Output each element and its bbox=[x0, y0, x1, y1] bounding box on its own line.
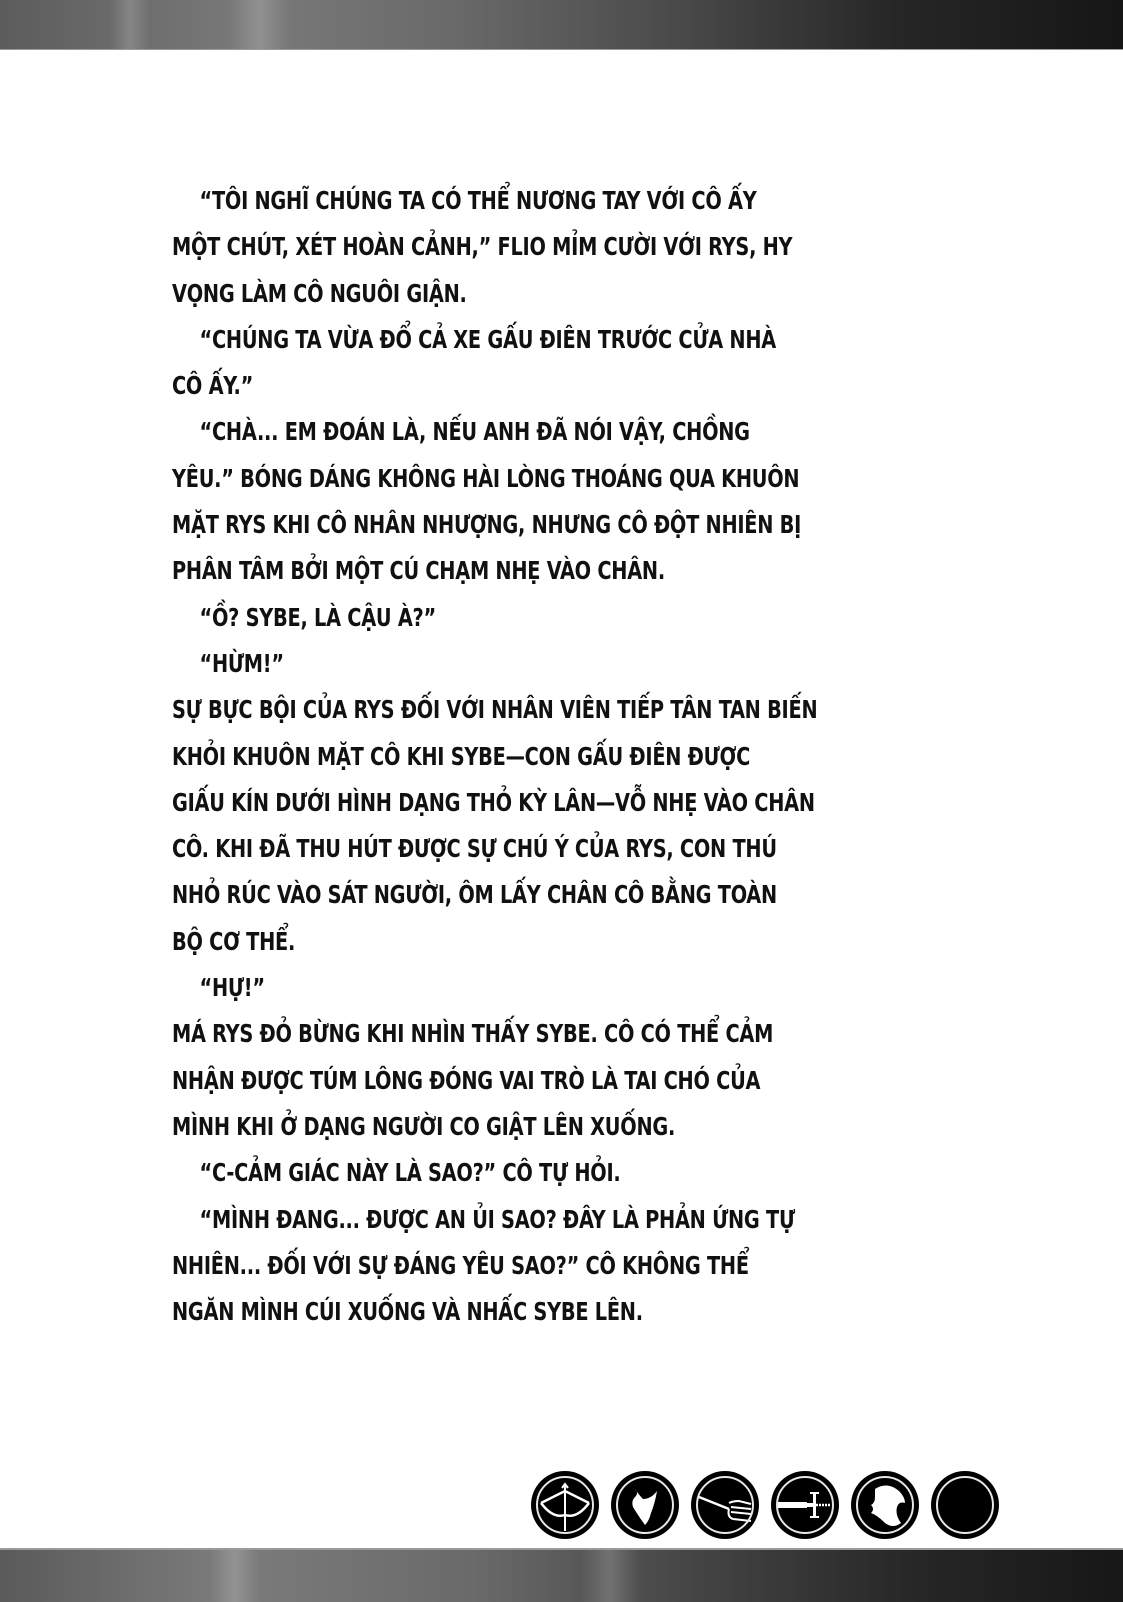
text-line: MỘT CHÚT, XÉT HOÀN CẢNH,” FLIO MỈM CƯỜI VỚI RYS, HY bbox=[172, 232, 793, 262]
top-decorative-band bbox=[0, 0, 1123, 50]
page-text bbox=[172, 178, 972, 1335]
blank-emblem-icon bbox=[933, 1473, 997, 1537]
text-line: VỌNG LÀM CÔ NGUÔI GIẬN. bbox=[172, 278, 467, 308]
text-line: “MÌNH ĐANG... ĐƯỢC AN ỦI SAO? ĐÂY LÀ PHẢN ỨNG TỰ bbox=[199, 1204, 795, 1234]
text-line: PHÂN TÂM BỞI MỘT CÚ CHẠM NHẸ VÀO CHÂN. bbox=[172, 556, 665, 586]
text-line: “HỰ!” bbox=[199, 973, 265, 1003]
text-line: SỰ BỰC BỘI CỦA RYS ĐỐI VỚI NHÂN VIÊN TIẾP TÂN TAN BIẾN bbox=[172, 695, 818, 725]
bow-icon bbox=[533, 1473, 597, 1537]
text-line: KHỎI KHUÔN MẶT CÔ KHI SYBE—CON GẤU ĐIÊN ĐƯỢC bbox=[172, 741, 751, 771]
text-line: CÔ. KHI ĐÃ THU HÚT ĐƯỢC SỰ CHÚ Ý CỦA RYS, CON THÚ bbox=[172, 834, 777, 864]
text-line: MÌNH KHI Ở DẠNG NGƯỜI CO GIẬT LÊN XUỐNG. bbox=[172, 1111, 676, 1141]
text-line: BỘ CƠ THỂ. bbox=[172, 926, 296, 956]
text-line: MÁ RYS ĐỎ BỪNG KHI NHÌN THẤY SYBE. CÔ CÓ THỂ CẢM bbox=[172, 1019, 774, 1049]
text-line: CÔ ẤY.” bbox=[172, 371, 254, 401]
text-line: “CHÀ... EM ĐOÁN LÀ, NẾU ANH ĐÃ NÓI VẬY, CHỒNG bbox=[199, 417, 750, 447]
text-line: MẶT RYS KHI CÔ NHÂN NHƯỢNG, NHƯNG CÔ ĐỘT NHIÊN BỊ bbox=[172, 510, 802, 540]
pitchfork-icon bbox=[693, 1473, 757, 1537]
bottom-decorative-band bbox=[0, 1548, 1123, 1602]
text-line: “CHÚNG TA VỪA ĐỔ CẢ XE GẤU ĐIÊN TRƯỚC CỬA NHÀ bbox=[199, 324, 776, 354]
text-line: NHẬN ĐƯỢC TÚM LÔNG ĐÓNG VAI TRÒ LÀ TAI CHÓ CỦA bbox=[172, 1065, 761, 1095]
emblem-row bbox=[533, 1473, 997, 1537]
text-line: “C-CẢM GIÁC NÀY LÀ SAO?” CÔ TỰ HỎI. bbox=[199, 1158, 621, 1188]
sword-icon bbox=[773, 1473, 837, 1537]
text-line: NGĂN MÌNH CÚI XUỐNG VÀ NHẤC SYBE LÊN. bbox=[172, 1297, 643, 1327]
text-line: GIẤU KÍN DƯỚI HÌNH DẠNG THỎ KỲ LÂN—VỖ NHẸ VÀO CHÂN bbox=[172, 787, 815, 817]
beast-head-icon bbox=[613, 1473, 677, 1537]
hooded-figure-icon bbox=[853, 1473, 917, 1537]
text-line: YÊU.” BÓNG DÁNG KHÔNG HÀI LÒNG THOÁNG QUA KHUÔN bbox=[172, 463, 800, 493]
text-line: NHỎ RÚC VÀO SÁT NGƯỜI, ÔM LẤY CHÂN CÔ BẰNG TOÀN bbox=[172, 880, 777, 910]
text-line: “TÔI NGHĨ CHÚNG TA CÓ THỂ NƯƠNG TAY VỚI CÔ ẤY bbox=[199, 186, 757, 215]
text-line: “Ồ? SYBE, LÀ CẬU À?” bbox=[199, 602, 436, 632]
text-line: “HỪM!” bbox=[199, 648, 284, 678]
text-line: NHIÊN... ĐỐI VỚI SỰ ĐÁNG YÊU SAO?” CÔ KHÔNG THỂ bbox=[172, 1250, 749, 1280]
